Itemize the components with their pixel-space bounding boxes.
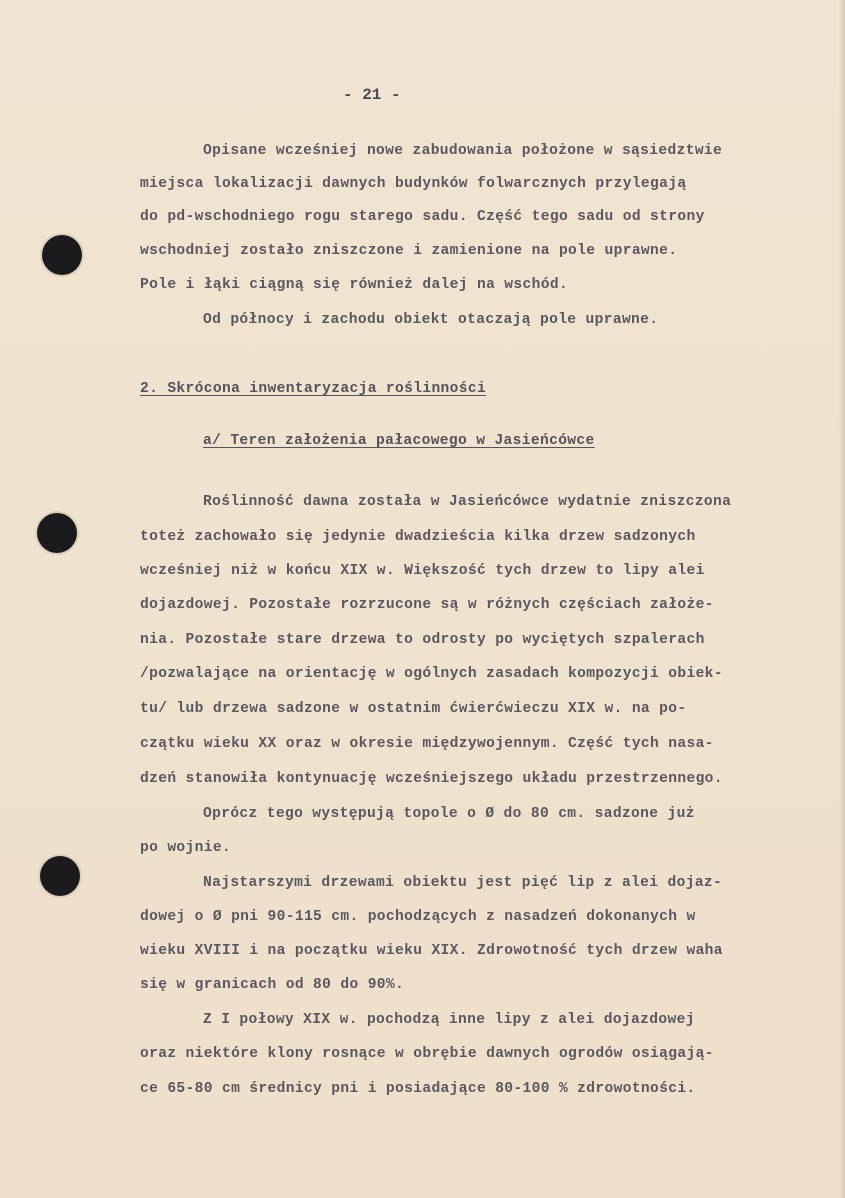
text-line: Od północy i zachodu obiekt otaczają pole uprawne.	[203, 312, 659, 328]
paper-edge	[839, 0, 845, 1198]
text-line: wieku XVIII i na początku wieku XIX. Zdrowotność tych drzew waha	[140, 943, 723, 959]
text-line: dowej o Ø pni 90-115 cm. pochodzących z nasadzeń dokonanych w	[140, 909, 696, 925]
text-line: się w granicach od 80 do 90%.	[140, 977, 405, 993]
text-line: po wojnie.	[140, 840, 232, 856]
text-line: Opisane wcześniej nowe zabudowania położone w sąsiedztwie	[203, 143, 723, 159]
text-line: Pole i łąki ciągną się również dalej na wschód.	[140, 277, 569, 293]
text-line: oraz niektóre klony rosnące w obrębie dawnych ogrodów osiągają-	[140, 1046, 714, 1062]
page-number: - 21 -	[343, 86, 401, 104]
text-line: wcześniej niż w końcu XIX w. Większość tych drzew to lipy alei	[140, 563, 705, 579]
text-line: toteż zachowało się jedynie dwadzieścia kilka drzew sadzonych	[140, 529, 696, 545]
text-line: wschodniej zostało zniszczone i zamienione na pole uprawne.	[140, 243, 678, 259]
punch-hole-top	[42, 235, 82, 275]
punch-hole-bottom	[40, 856, 80, 896]
section-heading: 2. Skrócona inwentaryzacja roślinności	[140, 381, 487, 397]
text-line: dzeń stanowiła kontynuację wcześniejszego układu przestrzennego.	[140, 771, 723, 787]
text-line: Najstarszymi drzewami obiektu jest pięć lip z alei dojaz-	[203, 875, 723, 891]
text-line: tu/ lub drzewa sadzone w ostatnim ćwierćwieczu XIX w. na po-	[140, 701, 687, 717]
text-line: miejsca lokalizacji dawnych budynków folwarcznych przylegają	[140, 176, 687, 192]
subsection-heading: a/ Teren założenia pałacowego w Jasieńcówce	[203, 433, 595, 449]
text-line: ce 65-80 cm średnicy pni i posiadające 80-100 % zdrowotności.	[140, 1081, 696, 1097]
text-line: czątku wieku XX oraz w okresie międzywojennym. Część tych nasa-	[140, 736, 714, 752]
text-line: Oprócz tego występują topole o Ø do 80 cm. sadzone już	[203, 806, 695, 822]
text-line: Z I połowy XIX w. pochodzą inne lipy z alei dojazdowej	[203, 1012, 695, 1028]
text-line: do pd-wschodniego rogu starego sadu. Część tego sadu od strony	[140, 209, 705, 225]
punch-hole-middle	[37, 513, 77, 553]
text-line: nia. Pozostałe stare drzewa to odrosty po wyciętych szpalerach	[140, 632, 705, 648]
text-line: Roślinność dawna została w Jasieńcówce wydatnie zniszczona	[203, 494, 732, 510]
text-line: dojazdowej. Pozostałe rozrzucone są w różnych częściach założe-	[140, 597, 714, 613]
text-line: /pozwalające na orientację w ogólnych zasadach kompozycji obiek-	[140, 666, 723, 682]
